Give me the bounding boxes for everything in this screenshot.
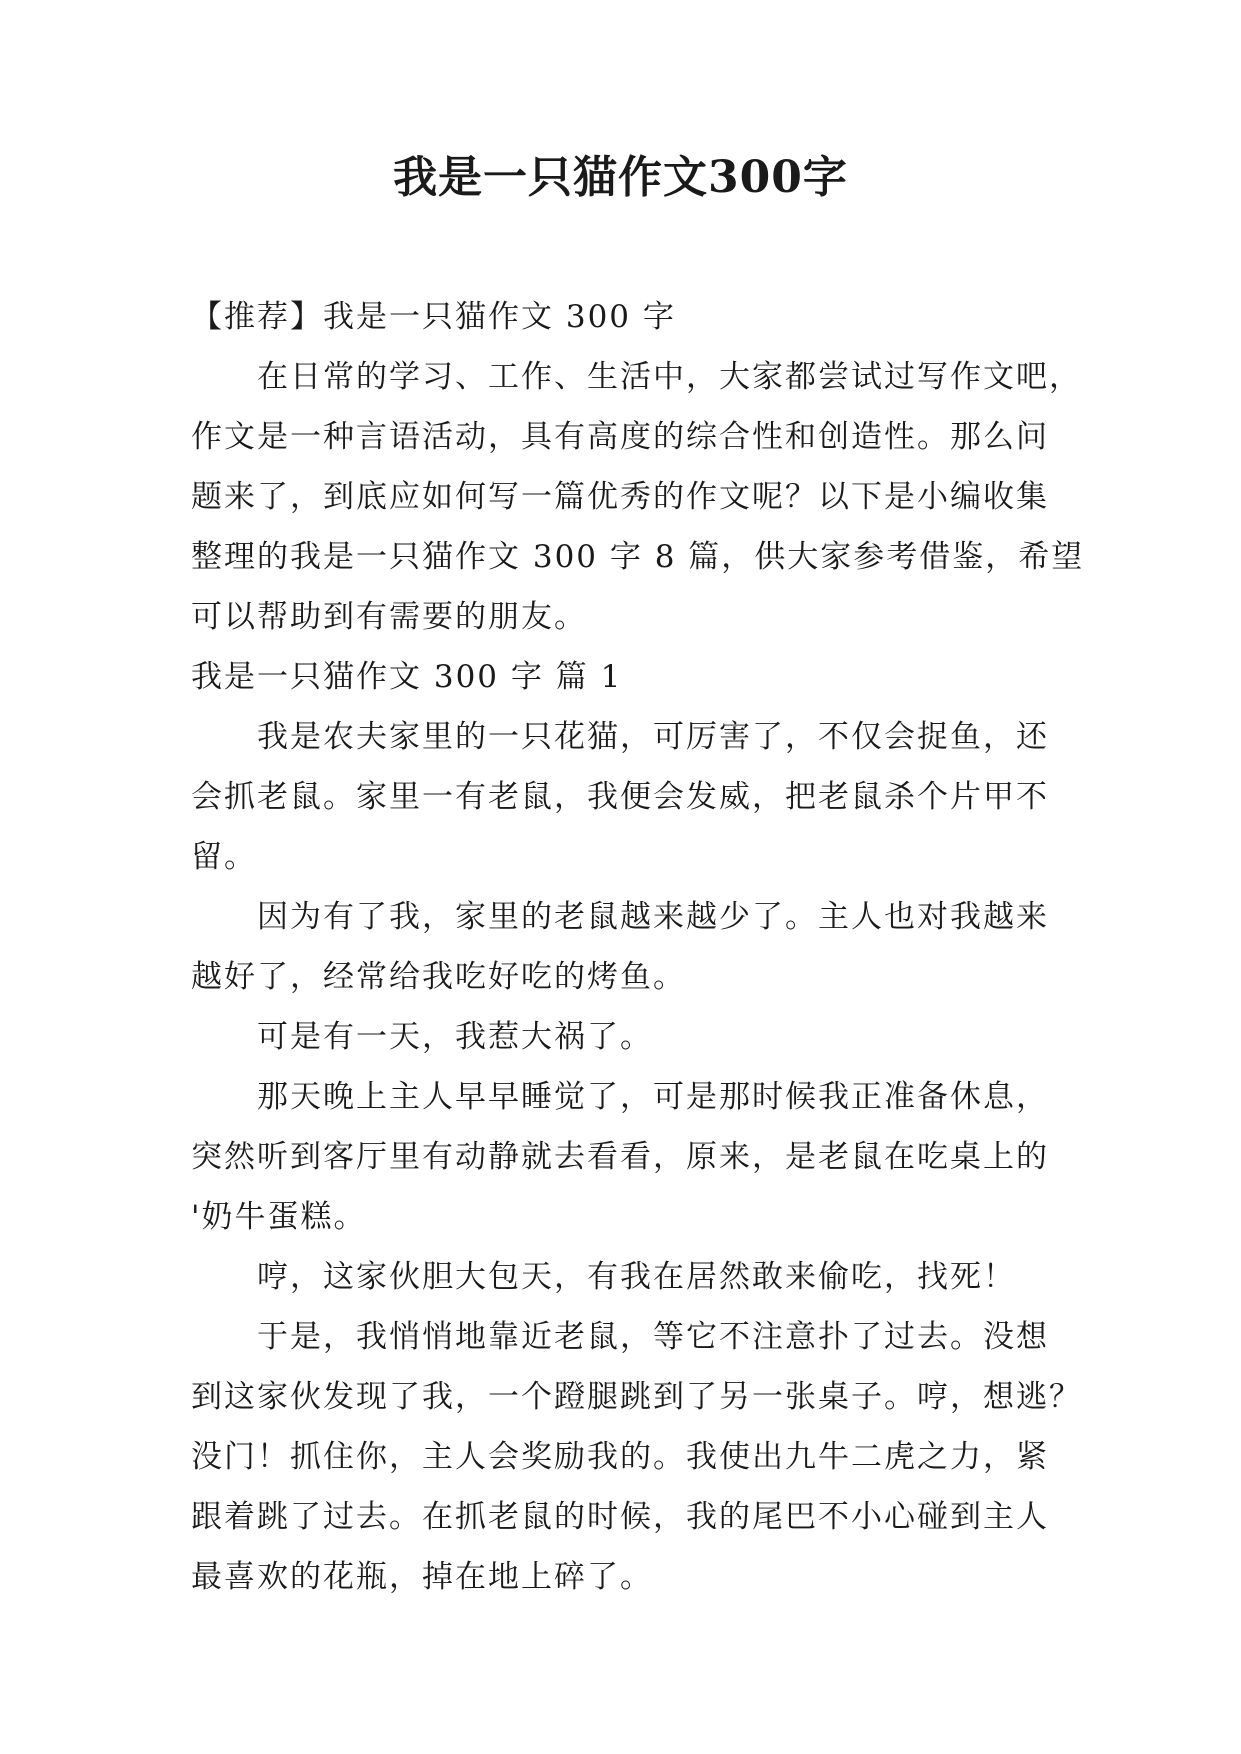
text-line: 最喜欢的花瓶，掉在地上碎了。 (191, 1559, 653, 1595)
text-line: 哼，这家伙胆大包天，有我在居然敢来偷吃，找死！ (257, 1259, 1016, 1295)
text-line: 突然听到客厅里有动静就去看看，原来，是老鼠在吃桌上的 (191, 1139, 1049, 1175)
text-line: 整理的我是一只猫作文 300 字 8 篇，供大家参考借鉴，希望 (191, 539, 1085, 575)
text-line: 可是有一天，我惹大祸了。 (257, 1019, 653, 1055)
text-line: 因为有了我，家里的老鼠越来越少了。主人也对我越来 (257, 899, 1049, 935)
text-line: 我是农夫家里的一只花猫，可厉害了，不仅会捉鱼，还 (257, 719, 1049, 755)
text-line: 留。 (191, 839, 257, 875)
text-line: 跟着跳了过去。在抓老鼠的时候，我的尾巴不小心碰到主人 (191, 1499, 1049, 1535)
text-line: 在日常的学习、工作、生活中，大家都尝试过写作文吧， (257, 359, 1082, 395)
text-line: 会抓老鼠。家里一有老鼠，我便会发威，把老鼠杀个片甲不 (191, 779, 1049, 815)
text-line: 题来了，到底应如何写一篇优秀的作文呢？以下是小编收集 (191, 479, 1049, 515)
text-line: 可以帮助到有需要的朋友。 (191, 599, 587, 635)
document-title: 我是一只猫作文300字 (393, 152, 848, 203)
text-line: 越好了，经常给我吃好吃的烤鱼。 (191, 959, 686, 995)
text-line: 我是一只猫作文 300 字 篇 1 (191, 659, 623, 695)
text-line: 到这家伙发现了我，一个蹬腿跳到了另一张桌子。哼，想逃？ (191, 1379, 1082, 1415)
text-line: '奶牛蛋糕。 (191, 1199, 367, 1235)
text-line: 那天晚上主人早早睡觉了，可是那时候我正准备休息， (257, 1079, 1049, 1115)
text-line: 没门！抓住你，主人会奖励我的。我使出九牛二虎之力，紧 (191, 1439, 1049, 1475)
text-line: 作文是一种言语活动，具有高度的综合性和创造性。那么问 (191, 419, 1049, 455)
text-line: 于是，我悄悄地靠近老鼠，等它不注意扑了过去。没想 (257, 1319, 1049, 1355)
text-line: 【推荐】我是一只猫作文 300 字 (191, 299, 676, 335)
document-body (191, 287, 1085, 1607)
